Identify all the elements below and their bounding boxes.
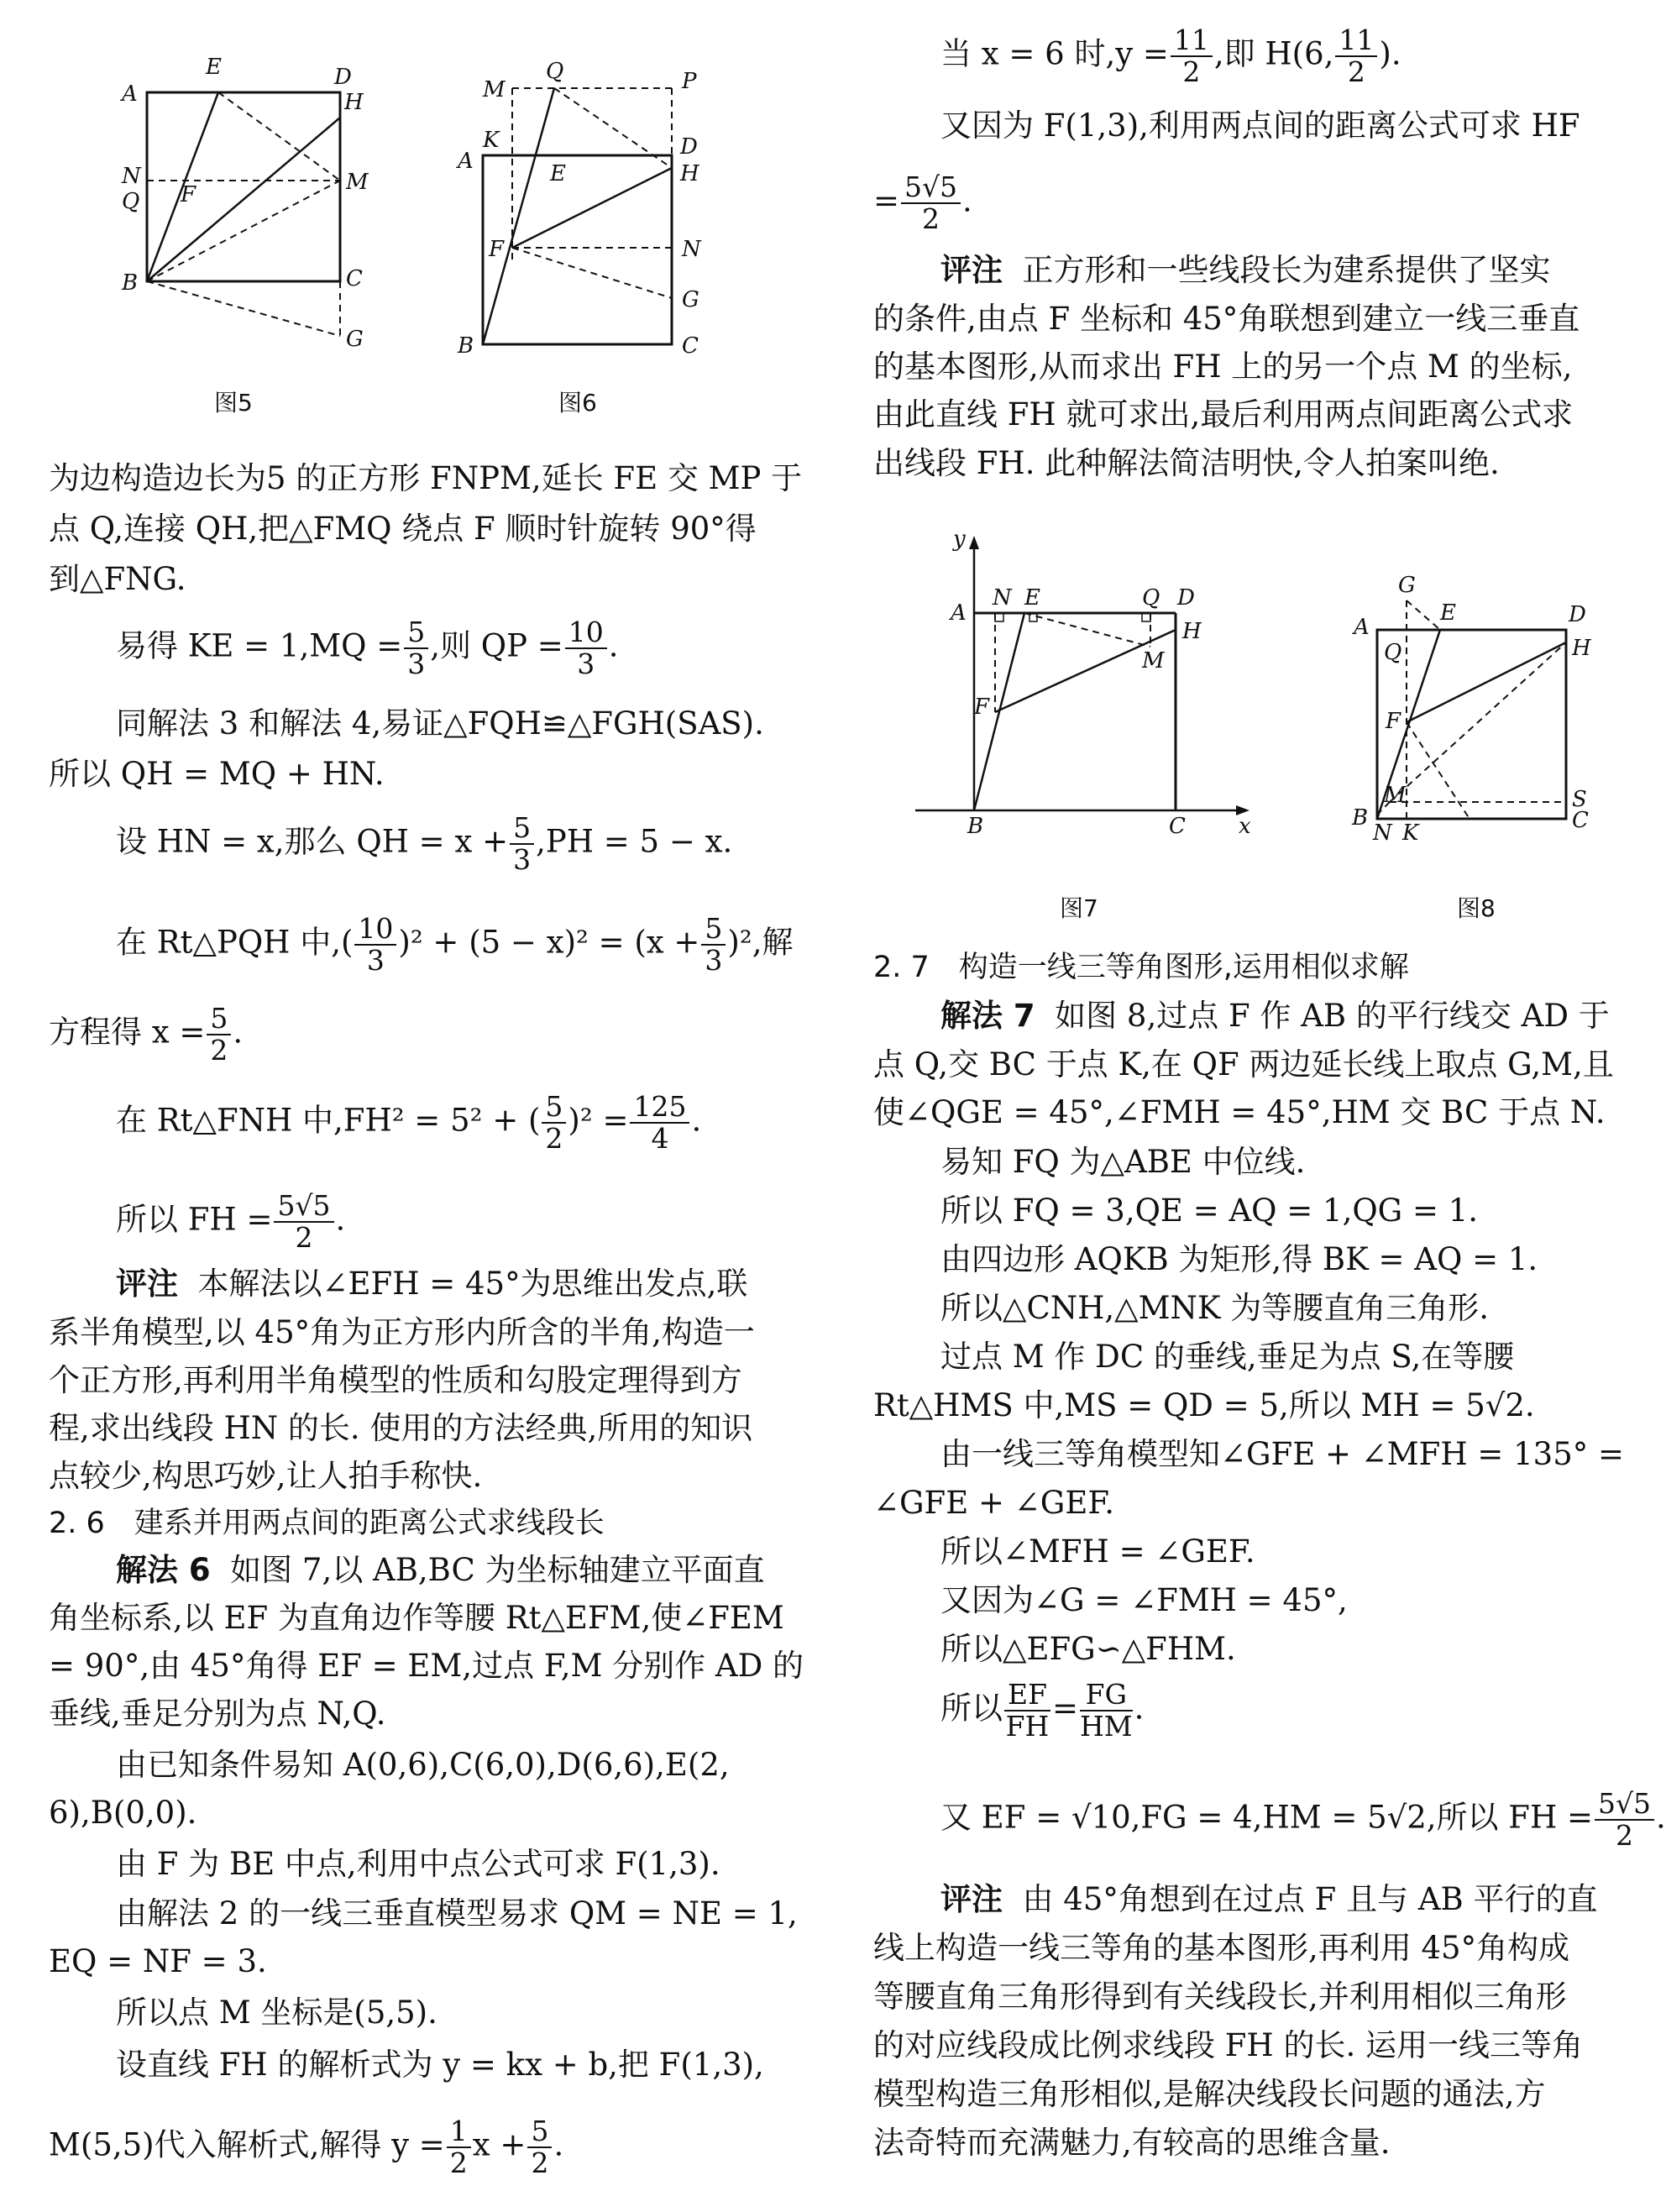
paragraph-line: 法奇特而充满魅力,有较高的思维含量. [873,2125,1391,2161]
label: N [682,237,701,262]
label: F [489,237,505,262]
fraction [1335,25,1377,87]
math-line [940,25,1401,87]
paragraph-line: 由解法 2 的一线三垂直模型易求 QM = NE = 1, [116,1895,798,1932]
paragraph-line: 设直线 FH 的解析式为 y = kx + b,把 F(1,3), [116,2047,764,2083]
paragraph-line: 程,求出线段 HN 的长. 使用的方法经典,所用的知识 [49,1410,753,1446]
label: M [346,170,369,195]
label: H [1572,636,1591,661]
label: N [122,164,141,189]
text: = [873,182,900,219]
text: . [691,1102,702,1139]
text: 本解法以∠EFH = 45°为思维出发点,联 [197,1266,748,1302]
label: K [1402,820,1419,846]
fraction [630,1092,689,1154]
text: 所以 [940,1690,1003,1727]
figure-7 [898,521,1251,840]
label: y [953,527,966,552]
text: )² + (5 − x)² = (x + [398,924,700,961]
text: 又 EF = √10,FG = 4,HM = 5√2,所以 FH = [940,1799,1593,1836]
fraction [701,914,726,976]
paragraph-line: 由已知条件易知 A(0,6),C(6,0),D(6,6),E(2, [116,1747,730,1783]
fraction [901,172,961,234]
label: Q [1384,640,1402,665]
label: Q [546,59,564,84]
text: 当 x = 6 时,y = [940,35,1169,72]
denominator: 2 [1616,1819,1634,1852]
paragraph-line [940,1881,1598,1918]
paragraph-line: 垂线,垂足分别为点 N,Q. [49,1696,386,1732]
label: B [1352,805,1369,831]
denominator: 2 [545,1122,563,1155]
label: H [1182,619,1202,644]
paragraph-line: 过点 M 作 DC 的垂线,垂足为点 S,在等腰 [940,1339,1515,1375]
label: B [122,270,139,296]
paragraph-line: 线上构造一线三等角的基本图形,再利用 45°角构成 [873,1930,1570,1966]
label: C [1572,808,1589,833]
text: ). [1379,35,1401,72]
figure-7-caption: 图7 [1060,894,1098,922]
text: . [335,1201,346,1238]
math-line [49,2116,563,2178]
label: Q [1142,585,1160,611]
text: . [1134,1690,1145,1727]
label: E [206,55,222,80]
math-line [873,172,972,234]
math-line [116,1092,701,1154]
label: P [682,69,697,94]
numerator: 5√5 [1595,1789,1654,1821]
paragraph-line: 为边构造边长为5 的正方形 FNPM,延长 FE 交 MP 于 [49,460,803,496]
paragraph-line: 又因为∠G = ∠FMH = 45°, [940,1582,1348,1618]
denominator: 3 [366,944,385,977]
method-label: 解法 7 [940,998,1035,1034]
fraction [527,2116,552,2178]
label: x [1239,814,1251,839]
label: M [1384,783,1407,808]
figure-8 [1344,563,1621,848]
paragraph-line: Rt△HMS 中,MS = QD = 5,所以 MH = 5√2. [873,1387,1535,1423]
paragraph-line: 由一线三等角模型知∠GFE + ∠MFH = 135° = [940,1436,1624,1472]
text: M(5,5)代入解析式,解得 y = [49,2126,445,2163]
paragraph-line: 所以△CNH,△MNK 为等腰直角三角形. [940,1290,1490,1326]
fraction [510,813,534,875]
text: 易得 KE = 1,MQ = [116,627,403,664]
text: 在 Rt△FNH 中,FH² = 5² + ( [116,1102,541,1139]
label: H [344,90,364,115]
label: S [1572,787,1587,812]
math-line [116,617,619,679]
denominator: 2 [210,1034,228,1067]
fraction [404,617,428,679]
comment-label: 评注 [940,252,1003,288]
label: E [1440,600,1456,626]
text: 正方形和一些线段长为建系提供了坚实 [1022,252,1551,288]
paragraph-line: 所以 QH = MQ + HN. [49,756,385,792]
text: 设 HN = x,那么 QH = x + [116,823,509,860]
math-line [116,1191,345,1253]
text: 如图 7,以 AB,BC 为坐标轴建立平面直 [230,1552,765,1588]
denominator: 4 [651,1122,669,1155]
label: G [346,327,364,352]
paragraph-line: 使∠QGE = 45°,∠FMH = 45°,HM 交 BC 于点 N. [873,1094,1606,1130]
denominator: 3 [577,647,595,680]
paragraph-line [116,1552,765,1589]
numerator: 125 [630,1092,689,1124]
paragraph-line: 所以点 M 坐标是(5,5). [116,1994,437,2031]
denominator: 2 [449,2146,468,2179]
paragraph-line: 由此直线 FH 就可求出,最后利用两点间距离公式求 [873,396,1574,432]
text: . [553,2126,564,2163]
math-line [940,1680,1144,1742]
label: A [1354,615,1370,640]
section-heading: 2. 7 构造一线三等角图形,运用相似求解 [873,951,1409,984]
numerator: 5 [701,914,726,946]
label: K [483,128,500,153]
denominator: 2 [1347,55,1365,88]
fraction [565,617,607,679]
denominator: 2 [1182,55,1201,88]
paragraph-line: 的基本图形,从而求出 FH 上的另一个点 M 的坐标, [873,349,1573,385]
paragraph-line: EQ = NF = 3. [49,1943,267,1979]
text: . [233,1014,244,1051]
label: E [1024,585,1040,611]
paragraph-line: ∠GFE + ∠GEF. [873,1485,1115,1521]
label: F [974,695,990,720]
numerator: 5 [404,617,428,649]
text: 如图 8,过点 F 作 AB 的平行线交 AD 于 [1055,998,1610,1034]
label: B [458,333,474,359]
text: ,即 H(6, [1213,35,1334,72]
text: 方程得 x = [49,1014,206,1051]
math-line [49,1004,243,1066]
paragraph-line: 等腰直角三角形得到有关线段长,并利用相似三角形 [873,1979,1567,2015]
paragraph-line: 所以△EFG∽△FHM. [940,1631,1236,1667]
comment-label: 评注 [940,1881,1003,1917]
label: M [483,77,506,102]
label: D [1569,602,1586,627]
label: N [993,585,1012,611]
label: A [458,149,474,174]
paragraph-line [940,252,1551,289]
figure-5 [109,50,378,361]
label: D [1177,585,1195,611]
label: F [1386,709,1401,734]
denominator: 2 [531,2146,549,2179]
label: Q [122,189,140,214]
paragraph-line [116,1266,747,1303]
paragraph-line: 点 Q,交 BC 于点 K,在 QF 两边延长线上取点 G,M,且 [873,1046,1614,1082]
denominator: 3 [705,944,723,977]
paragraph-line: 易知 FQ 为△ABE 中位线. [940,1144,1306,1180]
paragraph-line: 点较少,构思巧妙,让人拍手称快. [49,1458,483,1494]
paragraph-line [940,998,1610,1035]
text: x + [472,2126,527,2163]
label: F [181,182,196,207]
label: D [334,65,352,90]
denominator: 2 [922,202,940,235]
figure-6-caption: 图6 [558,389,597,417]
text: . [608,627,619,664]
paragraph-line: 系半角模型,以 45°角为正方形内所含的半角,构造一 [49,1314,755,1350]
figure-5-caption: 图5 [214,389,253,417]
method-label: 解法 6 [116,1552,211,1588]
text: 由 45°角想到在过点 F 且与 AB 平行的直 [1022,1881,1598,1917]
text: = [1052,1690,1079,1727]
label: D [680,134,698,160]
numerator: 5√5 [274,1191,333,1223]
numerator: 1 [447,2116,471,2148]
text: 在 Rt△PQH 中,( [116,924,354,961]
numerator: 5 [207,1004,231,1035]
fraction [1080,1680,1133,1742]
numerator: 10 [354,914,396,946]
paragraph-line: 出线段 FH. 此种解法简洁明快,令人拍案叫绝. [873,445,1500,481]
label: B [967,814,984,839]
label: C [1169,814,1186,839]
figure-8-caption: 图8 [1457,894,1496,922]
math-line [116,813,732,875]
paragraph-line: 所以∠MFH = ∠GEF. [940,1533,1255,1570]
denominator: 3 [513,843,532,876]
fraction [1595,1789,1654,1851]
paragraph-line: 又因为 F(1,3),利用两点间的距离公式可求 HF [940,107,1580,144]
paragraph-line: 个正方形,再利用半角模型的性质和勾股定理得到方 [49,1362,742,1398]
comment-label: 评注 [116,1266,178,1302]
paragraph-line: = 90°,由 45°角得 EF = EM,过点 F,M 分别作 AD 的 [49,1648,804,1684]
numerator: EF [1004,1680,1050,1711]
numerator: 5 [527,2116,552,2148]
denominator: 3 [407,647,426,680]
label: C [346,266,363,291]
numerator: FG [1080,1680,1133,1711]
label: G [682,287,699,312]
fraction [354,914,396,976]
label: C [682,333,699,359]
numerator: 11 [1335,25,1377,57]
numerator: 5√5 [901,172,961,204]
fraction [207,1004,231,1066]
section-heading: 2. 6 建系并用两点间的距离公式求线段长 [49,1507,605,1540]
numerator: 10 [565,617,607,649]
label: G [1398,573,1416,598]
denominator: HM [1080,1710,1133,1743]
denominator: 2 [295,1221,313,1254]
paragraph-line: 同解法 3 和解法 4,易证△FQH≌△FGH(SAS). [116,705,764,742]
text: ,则 QP = [430,627,563,664]
text: . [962,182,972,219]
text: )²,解 [727,924,794,961]
paragraph-line: 的对应线段成比例求线段 FH 的长. 运用一线三等角 [873,2027,1583,2063]
paragraph-line: 的条件,由点 F 坐标和 45°角联想到建立一线三垂直 [873,301,1580,337]
text: 所以 FH = [116,1201,273,1238]
numerator: 5 [542,1092,566,1124]
text: )² = [568,1102,629,1139]
label: H [680,161,699,186]
math-line [940,1789,1666,1851]
label: A [122,81,138,107]
paragraph-line: 由四边形 AQKB 为矩形,得 BK = AQ = 1. [940,1241,1538,1277]
label: A [951,600,967,626]
text: . [1656,1799,1666,1836]
text: ,PH = 5 − x. [536,823,733,860]
label: N [1373,820,1392,846]
fraction [1004,1680,1050,1742]
paragraph-line: 6),B(0,0). [49,1795,197,1831]
numerator: 11 [1171,25,1213,57]
label: M [1142,648,1165,674]
math-line [116,914,793,976]
paragraph-line: 角坐标系,以 EF 为直角边作等腰 Rt△EFM,使∠FEM [49,1600,784,1636]
figure-6 [445,55,722,365]
denominator: FH [1005,1710,1050,1743]
paragraph-line: 到△FNG. [49,561,186,597]
numerator: 5 [510,813,534,845]
fraction [447,2116,471,2178]
label: E [550,161,566,186]
paragraph-line: 模型构造三角形相似,是解决线段长问题的通法,方 [873,2076,1546,2112]
fraction [274,1191,333,1253]
paragraph-line: 由 F 为 BE 中点,利用中点公式可求 F(1,3). [116,1846,720,1882]
fraction [542,1092,566,1154]
paragraph-line: 所以 FQ = 3,QE = AQ = 1,QG = 1. [940,1192,1479,1229]
paragraph-line: 点 Q,连接 QH,把△FMQ 绕点 F 顺时针旋转 90°得 [49,511,757,547]
fraction [1171,25,1213,87]
